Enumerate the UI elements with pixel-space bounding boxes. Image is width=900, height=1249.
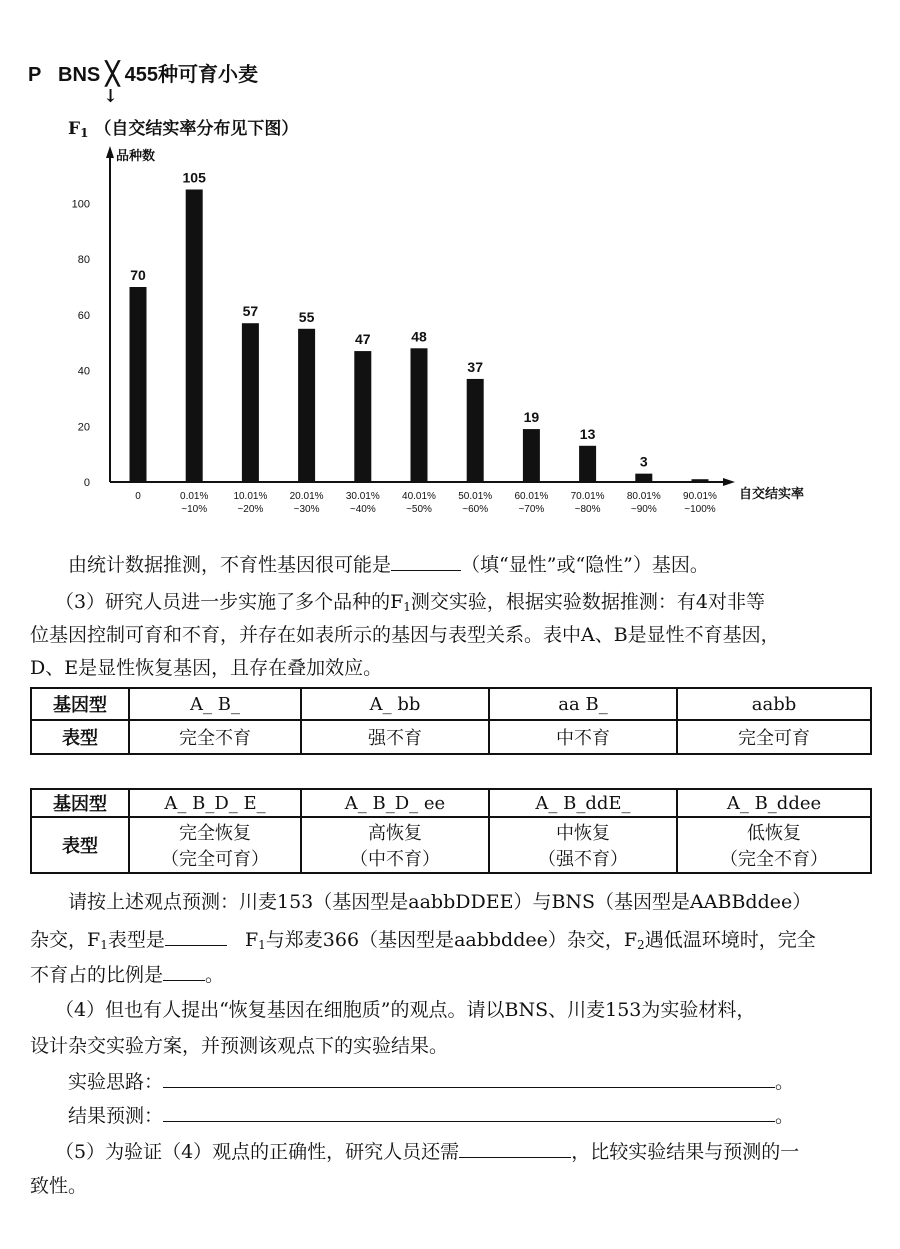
x-tick-label: 90.01% bbox=[683, 491, 717, 502]
bar-value-label: 105 bbox=[182, 169, 206, 186]
y-tick-label: 40 bbox=[77, 365, 90, 378]
table-row bbox=[31, 720, 871, 754]
x-tick-label: 70.01% bbox=[570, 491, 605, 502]
sub-2: 2 bbox=[637, 938, 645, 952]
phenotype-sub: （完全可育） bbox=[161, 849, 269, 870]
table-cell: aabb bbox=[677, 688, 871, 720]
idea-label: 实验思路： bbox=[68, 1071, 164, 1093]
x-tick-label: 0 bbox=[135, 491, 141, 502]
table-cell: 完全可育 bbox=[677, 720, 871, 754]
y-axis-arrow-icon bbox=[106, 146, 114, 158]
x-tick-label: ~10% bbox=[181, 504, 208, 515]
answer-blank-f1-phenotype[interactable] bbox=[165, 927, 227, 946]
end-mark: 。 bbox=[775, 1071, 795, 1093]
q2-text-a: 由统计数据推测，不育性基因很可能是 bbox=[68, 554, 392, 576]
q3b-line-2 bbox=[30, 927, 816, 957]
q3-sub: 1 bbox=[403, 600, 411, 614]
q2-text-b: （填“显性”或“隐性”）基因。 bbox=[461, 554, 709, 576]
phenotype-main: 完全恢复 bbox=[179, 823, 251, 844]
q3b-text: 表型是 bbox=[107, 929, 165, 951]
answer-blank-dominance[interactable] bbox=[391, 552, 461, 571]
x-tick-label: 50.01% bbox=[458, 491, 493, 502]
table-row bbox=[31, 817, 871, 873]
q3-line-1-a: （3）研究人员进一步实施了多个品种的F bbox=[55, 591, 404, 613]
table-header-genotype: 基因型 bbox=[31, 789, 129, 817]
q3b-line-3 bbox=[30, 962, 224, 987]
table-cell: 完全不育 bbox=[129, 720, 301, 754]
q3b-text: 。 bbox=[205, 964, 225, 986]
x-tick-label: 0.01% bbox=[180, 491, 209, 502]
parent-2: 455种可育小麦 bbox=[124, 64, 258, 86]
bar-value-label: 37 bbox=[467, 358, 483, 375]
table-cell: A_ B_D_ E_ bbox=[129, 789, 301, 817]
table-row bbox=[31, 688, 871, 720]
table-cell bbox=[677, 817, 871, 873]
p-label: P bbox=[28, 64, 42, 86]
q5-line-1 bbox=[55, 1139, 799, 1164]
table-cell: A_ bb bbox=[301, 688, 489, 720]
f1-sub: 1 bbox=[80, 126, 89, 140]
x-tick-label: ~90% bbox=[630, 504, 657, 515]
x-tick-label: ~30% bbox=[293, 504, 320, 515]
q3b-text: 不育占的比例是 bbox=[30, 964, 164, 986]
answer-blank-ratio[interactable] bbox=[163, 962, 205, 981]
bar bbox=[411, 348, 428, 482]
result-label: 结果预测： bbox=[68, 1105, 164, 1127]
q3b-text: 与郑麦366（基因型是aabbddee）杂交，F bbox=[265, 929, 638, 951]
table-cell: 中不育 bbox=[489, 720, 677, 754]
q3b-text: 杂交，F bbox=[30, 929, 101, 951]
bar-value-label: 47 bbox=[355, 331, 371, 348]
q3b-text: 遇低温环境时，完全 bbox=[644, 929, 816, 951]
q5-text: （5）为验证（4）观点的正确性，研究人员还需 bbox=[55, 1141, 460, 1163]
q3-line-2: 位基因控制可育和不育，并存在如表所示的基因与表型关系。表中A、B是显性不育基因， bbox=[30, 624, 780, 646]
end-mark: 。 bbox=[775, 1105, 795, 1127]
table-cell: aa B_ bbox=[489, 688, 677, 720]
table-header-phenotype: 表型 bbox=[31, 720, 129, 754]
y-tick-label: 100 bbox=[71, 198, 90, 211]
parent-1: BNS bbox=[58, 64, 101, 86]
bar-value-label: 3 bbox=[639, 453, 648, 470]
bar bbox=[130, 287, 147, 482]
y-axis-label: 品种数 bbox=[116, 148, 156, 163]
sub-1: 1 bbox=[258, 938, 266, 952]
q5-line-2: 致性。 bbox=[30, 1175, 88, 1197]
q2-sentence bbox=[68, 552, 709, 577]
y-tick-label: 20 bbox=[77, 421, 90, 434]
phenotype-main: 低恢复 bbox=[747, 823, 801, 844]
table-cell: A_ B_ bbox=[129, 688, 301, 720]
bar bbox=[692, 479, 709, 482]
table-cell: A_ B_ddE_ bbox=[489, 789, 677, 817]
x-tick-label: ~70% bbox=[518, 504, 545, 515]
genotype-table-1 bbox=[30, 687, 872, 755]
phenotype-sub: （中不育） bbox=[350, 849, 440, 870]
q5-text: ，比较实验结果与预测的一 bbox=[571, 1141, 800, 1163]
bar bbox=[186, 190, 203, 483]
x-tick-label: ~20% bbox=[237, 504, 264, 515]
phenotype-main: 中恢复 bbox=[556, 823, 610, 844]
genotype-table-2 bbox=[30, 788, 872, 874]
table-cell: A_ B_ddee bbox=[677, 789, 871, 817]
bar-value-label: 13 bbox=[579, 425, 596, 442]
table-row bbox=[31, 789, 871, 817]
cross-symbol: ╳ bbox=[105, 61, 120, 86]
table-cell: A_ B_D_ ee bbox=[301, 789, 489, 817]
q4-result-line bbox=[68, 1103, 794, 1128]
q3b-line-1: 请按上述观点预测：川麦153（基因型是aabbDDEE）与BNS（基因型是AABBddee） bbox=[68, 891, 812, 913]
y-tick-label: 60 bbox=[77, 309, 90, 322]
cross-line bbox=[28, 58, 258, 87]
table-header-genotype: 基因型 bbox=[31, 688, 129, 720]
bar-value-label: 48 bbox=[411, 328, 427, 345]
x-tick-label: 10.01% bbox=[233, 491, 268, 502]
y-tick-label: 0 bbox=[83, 477, 90, 489]
selfing-rate-bar-chart bbox=[0, 140, 900, 540]
bar bbox=[298, 329, 315, 482]
bar bbox=[579, 446, 596, 482]
x-tick-label: ~40% bbox=[349, 504, 376, 515]
table-header-phenotype: 表型 bbox=[31, 817, 129, 873]
table-cell bbox=[129, 817, 301, 873]
phenotype-main: 高恢复 bbox=[368, 823, 422, 844]
answer-blank-result[interactable] bbox=[163, 1103, 775, 1122]
x-tick-label: 80.01% bbox=[626, 491, 661, 502]
bar-value-label: 57 bbox=[242, 303, 259, 320]
f1-line bbox=[68, 114, 298, 140]
y-tick-label: 80 bbox=[77, 254, 90, 267]
table-cell: 强不育 bbox=[301, 720, 489, 754]
q3-line-3: D、E是显性恢复基因，且存在叠加效应。 bbox=[30, 657, 383, 679]
q4-line-2: 设计杂交实验方案，并预测该观点下的实验结果。 bbox=[30, 1035, 449, 1057]
phenotype-sub: （强不育） bbox=[538, 849, 628, 870]
q3-line-1-b: 测交实验，根据实验数据推测：有4对非等 bbox=[410, 591, 766, 613]
down-arrow-icon: ↓ bbox=[103, 86, 119, 107]
bar bbox=[467, 379, 484, 482]
sub-1: 1 bbox=[100, 938, 108, 952]
q4-idea-line bbox=[68, 1069, 794, 1094]
x-axis-arrow-icon bbox=[723, 478, 735, 486]
answer-blank-idea[interactable] bbox=[163, 1069, 775, 1088]
x-tick-label: 20.01% bbox=[289, 491, 324, 502]
table-cell bbox=[301, 817, 489, 873]
phenotype-sub: （完全不育） bbox=[720, 849, 828, 870]
answer-blank-verify[interactable] bbox=[459, 1139, 571, 1158]
table-cell bbox=[489, 817, 677, 873]
bar-value-label: 55 bbox=[298, 308, 315, 325]
bar-value-label: 19 bbox=[523, 409, 540, 426]
bar-value-label: 70 bbox=[130, 267, 146, 283]
x-tick-label: ~60% bbox=[462, 504, 489, 515]
x-tick-label: 40.01% bbox=[402, 491, 436, 502]
q4-line-1: （4）但也有人提出“恢复基因在细胞质”的观点。请以BNS、川麦153为实验材料， bbox=[55, 999, 756, 1021]
q3b-text: F bbox=[244, 929, 259, 951]
bar bbox=[354, 351, 371, 482]
x-tick-label: ~80% bbox=[574, 504, 601, 515]
q3-line-1 bbox=[55, 590, 765, 619]
x-tick-label: ~100% bbox=[684, 504, 716, 515]
x-tick-label: 30.01% bbox=[345, 491, 380, 502]
x-tick-label: 60.01% bbox=[514, 491, 549, 502]
bar bbox=[523, 429, 540, 482]
x-axis-label: 自交结实率 bbox=[739, 486, 805, 501]
bar bbox=[635, 474, 652, 482]
f1-label: F bbox=[68, 119, 81, 139]
f1-note: （自交结实率分布见下图） bbox=[94, 119, 299, 139]
bar bbox=[242, 323, 259, 482]
x-tick-label: ~50% bbox=[406, 504, 432, 515]
